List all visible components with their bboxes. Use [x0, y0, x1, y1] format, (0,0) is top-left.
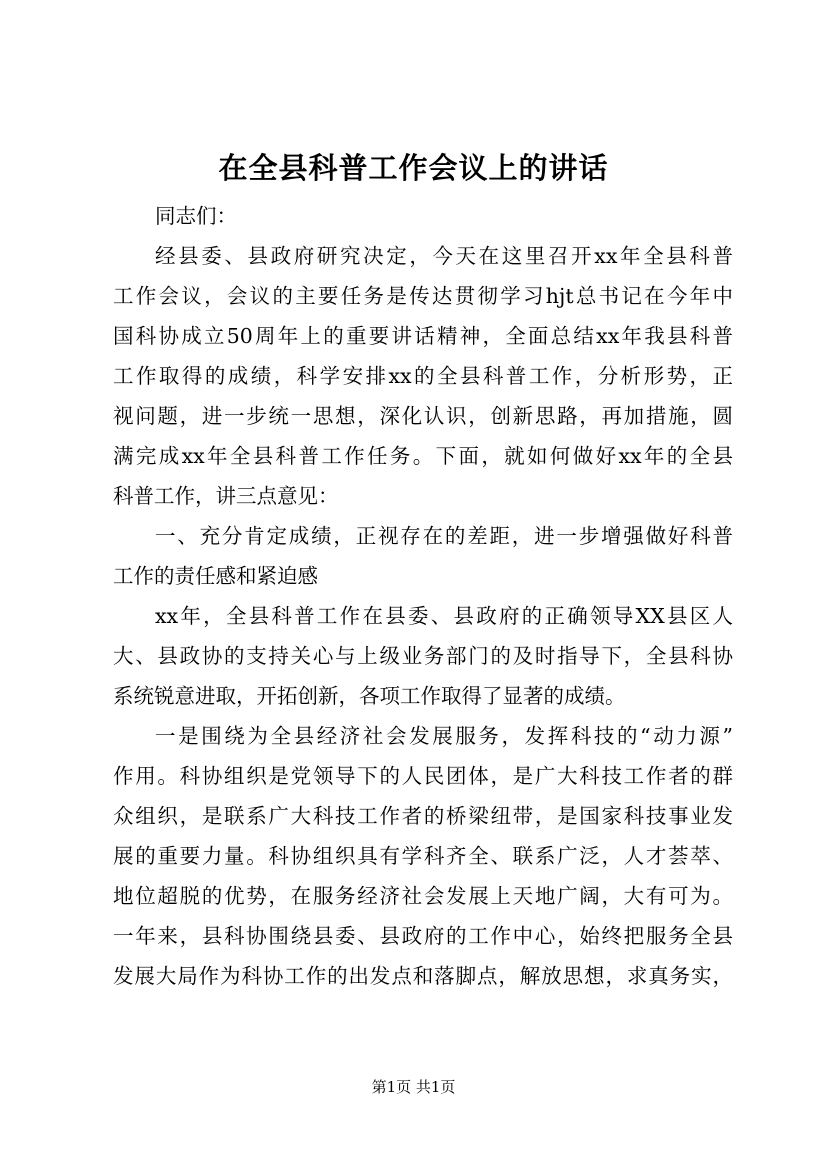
body-text-line: 系统锐意进取，开拓创新，各项工作取得了显著的成绩。 — [113, 684, 626, 708]
body-text-line: 一是围绕为全县经济社会发展服务，发挥科技的“动力源” — [155, 724, 733, 748]
page-footer: 第1页 共1页 — [371, 1078, 456, 1096]
body-text-line: 工作的责任感和紧迫感 — [113, 564, 318, 588]
body-text-line: 满完成xx年全县科普工作任务。下面，就如何做好xx年的全县 — [113, 444, 733, 468]
document-body — [113, 196, 733, 996]
body-text-line: 工作会议，会议的主要任务是传达贯彻学习hjt总书记在今年中 — [113, 284, 733, 308]
body-text-line: 地位超脱的优势，在服务经济社会发展上天地广阔，大有可为。 — [113, 884, 733, 908]
body-text-line: 科普工作，讲三点意见： — [113, 484, 339, 508]
body-text-line: 大、县政协的支持关心与上级业务部门的及时指导下，全县科协 — [113, 644, 733, 668]
body-text-line: 同志们： — [155, 204, 237, 228]
body-text-line: 国科协成立50周年上的重要讲话精神，全面总结xx年我县科普 — [113, 324, 733, 348]
body-text-line: 一、充分肯定成绩，正视存在的差距，进一步增强做好科普 — [155, 524, 733, 548]
body-text-line: 展的重要力量。科协组织具有学科齐全、联系广泛，人才荟萃、 — [113, 844, 733, 868]
body-text-line: 众组织，是联系广大科技工作者的桥梁纽带，是国家科技事业发 — [113, 804, 733, 828]
body-text-line: 发展大局作为科协工作的出发点和落脚点，解放思想，求真务实， — [113, 964, 733, 988]
body-text-line: 一年来，县科协围绕县委、县政府的工作中心，始终把服务全县 — [113, 924, 733, 948]
document-title: 在全县科普工作会议上的讲话 — [218, 151, 609, 185]
body-text-line: 经县委、县政府研究决定，今天在这里召开xx年全县科普 — [155, 244, 733, 268]
body-text-line: xx年，全县科普工作在县委、县政府的正确领导XX县区人 — [155, 604, 733, 628]
body-text-line: 视问题，进一步统一思想，深化认识，创新思路，再加措施，圆 — [113, 404, 733, 428]
body-text-line: 作用。科协组织是党领导下的人民团体，是广大科技工作者的群 — [113, 764, 733, 788]
body-text-line: 工作取得的成绩，科学安排xx的全县科普工作，分析形势，正 — [113, 364, 733, 388]
